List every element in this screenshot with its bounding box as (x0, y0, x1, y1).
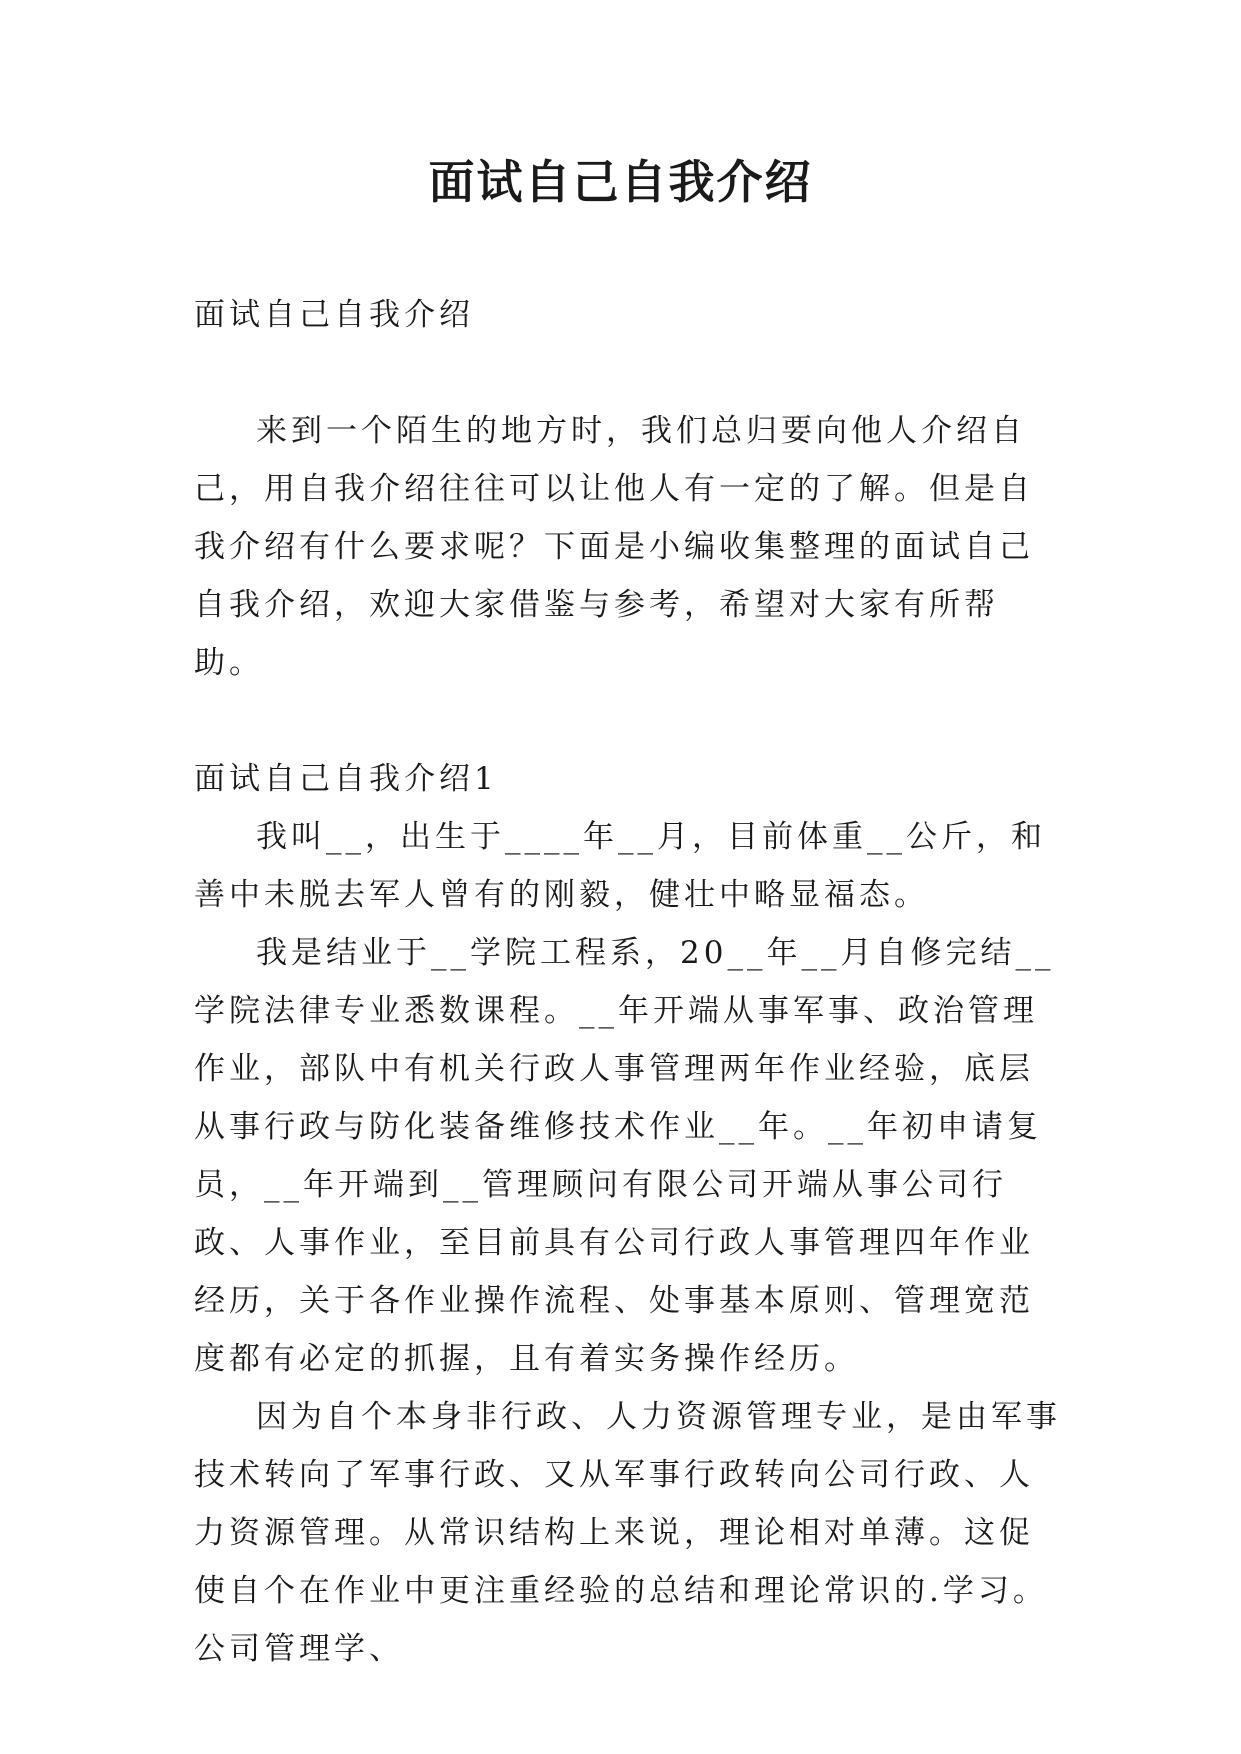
section-heading: 面试自己自我介绍1 (194, 761, 498, 797)
body-paragraph-1: 我叫__，出生于____年__月，目前体重__公斤，和善中未脱去军人曾有的刚毅，健壮中略显福态。 (194, 819, 1046, 913)
intro-paragraph: 来到一个陌生的地方时，我们总归要向他人介绍自己，用自我介绍往往可以让他人有一定的了解。但是自我介绍有什么要求呢？下面是小编收集整理的面试自己自我介绍，欢迎大家借鉴与参考，希望对大家有所帮助。 (194, 413, 1034, 681)
body-paragraph-3: 因为自个本身非行政、人力资源管理专业，是由军事技术转向了军事行政、又从军事行政转向公司行政、人力资源管理。从常识结构上来说，理论相对单薄。这促使自个在作业中更注重经验的总结和理论常识的.学习。公司管理学、 (194, 1399, 1061, 1667)
document-body (194, 286, 1062, 1678)
document-title: 面试自己自我介绍 (428, 155, 813, 209)
document-subtitle: 面试自己自我介绍 (194, 297, 474, 333)
body-paragraph-2: 我是结业于__学院工程系，20__年__月自修完结__学院法律专业悉数课程。__年开端从事军事、政治管理作业，部队中有机关行政人事管理两年作业经验，底层从事行政与防化装备维修技术作业__年。__年初申请复员，__年开端到__管理顾问有限公司开端从事公司行政、人事作业，至目前具有公司行政人事管理四年作业经历，关于各作业操作流程、处事基本原则、管理宽范度都有必定的抓握，且有着实务操作经历。 (194, 935, 1055, 1377)
